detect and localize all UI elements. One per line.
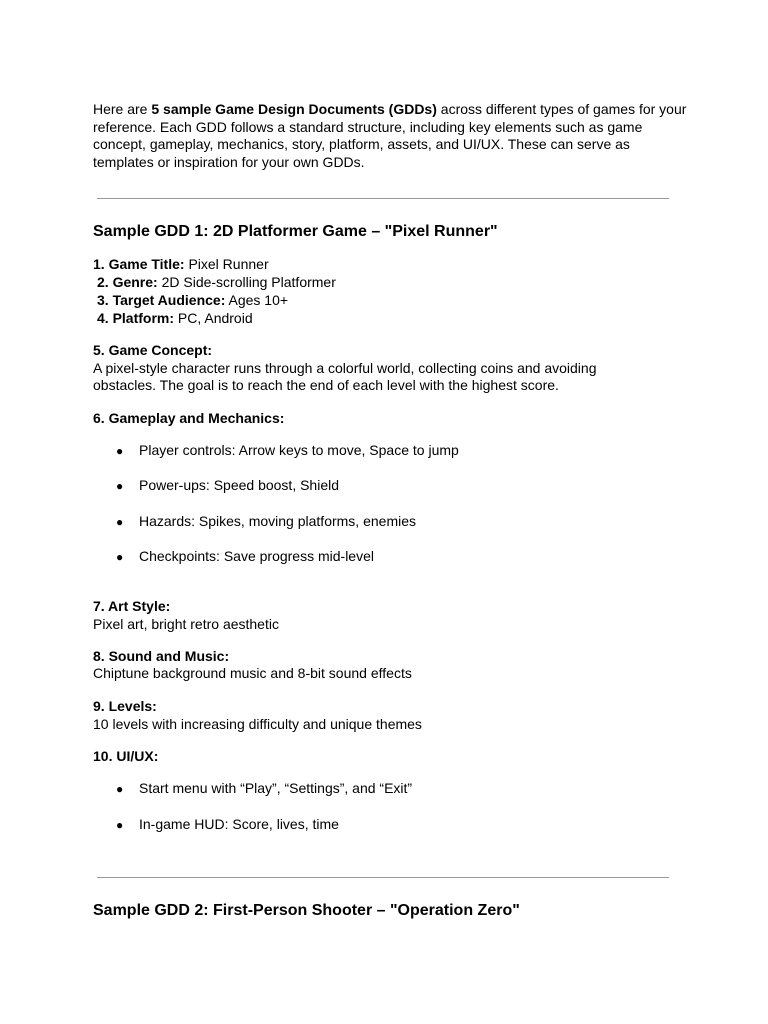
- list-item-text: Power-ups: Speed boost, Shield: [139, 477, 340, 493]
- section-divider: [97, 198, 669, 199]
- game-concept-line-1: A pixel-style character runs through a colorful world, collecting coins and avoiding: [93, 360, 597, 376]
- levels-label: 9. Levels:: [93, 698, 157, 714]
- list-item-text: Hazards: Spikes, moving platforms, enemies: [139, 513, 416, 529]
- list-item: [116, 780, 412, 799]
- art-style-label: 7. Art Style:: [93, 598, 171, 614]
- sound-music-label: 8. Sound and Music:: [93, 648, 230, 664]
- section-divider: [97, 877, 669, 878]
- gdd1-heading: Sample GDD 1: 2D Platformer Game – "Pixel Runner": [93, 223, 498, 240]
- bullet-icon: ●: [116, 515, 124, 529]
- field-value: PC, Android: [174, 310, 253, 326]
- bullet-icon: ●: [116, 444, 124, 458]
- field-label: 1. Game Title:: [93, 256, 185, 272]
- field-label: 3. Target Audience:: [97, 292, 226, 308]
- field-label: 4. Platform:: [97, 310, 175, 326]
- bullet-icon: ●: [116, 479, 124, 493]
- field-genre: [97, 274, 336, 292]
- field-target-audience: [97, 292, 288, 310]
- list-item: [116, 477, 339, 496]
- field-platform: [97, 310, 253, 328]
- intro-paragraph: [93, 101, 693, 171]
- bullet-icon: ●: [116, 818, 124, 832]
- gdd2-heading: Sample GDD 2: First-Person Shooter – "Operation Zero": [93, 902, 520, 919]
- list-item: [116, 548, 374, 567]
- uiux-label: 10. UI/UX:: [93, 748, 159, 764]
- list-item-text: Player controls: Arrow keys to move, Space to jump: [139, 442, 459, 458]
- art-style-value: Pixel art, bright retro aesthetic: [93, 616, 279, 632]
- list-item-text: In-game HUD: Score, lives, time: [139, 816, 339, 832]
- bullet-icon: ●: [116, 782, 124, 796]
- intro-text-bold: 5 sample Game Design Documents (GDDs): [151, 101, 437, 117]
- game-concept-label: 5. Game Concept:: [93, 342, 213, 358]
- bullet-icon: ●: [116, 550, 124, 564]
- intro-text-post: across different types of games for your reference. Each GDD follows a standard structure, including key elements such as game concept, gameplay, mechanics, story, platform, assets, and UI/UX. These can serve as templates or inspiration for your own GDDs.: [93, 101, 687, 170]
- list-item: [116, 816, 339, 835]
- list-item: [116, 513, 416, 532]
- sound-music-value: Chiptune background music and 8-bit sound effects: [93, 665, 412, 681]
- field-value: 2D Side-scrolling Platformer: [157, 274, 336, 290]
- list-item: [116, 442, 459, 461]
- intro-text-pre: Here are: [93, 101, 152, 117]
- gameplay-label: 6. Gameplay and Mechanics:: [93, 410, 285, 426]
- field-game-title: [93, 256, 269, 274]
- field-value: Pixel Runner: [184, 256, 269, 272]
- list-item-text: Start menu with “Play”, “Settings”, and “Exit”: [139, 780, 413, 796]
- list-item-text: Checkpoints: Save progress mid-level: [139, 548, 374, 564]
- field-label: 2. Genre:: [97, 274, 158, 290]
- field-value: Ages 10+: [225, 292, 289, 308]
- game-concept-line-2: obstacles. The goal is to reach the end of each level with the highest score.: [93, 377, 559, 393]
- levels-value: 10 levels with increasing difficulty and unique themes: [93, 716, 422, 732]
